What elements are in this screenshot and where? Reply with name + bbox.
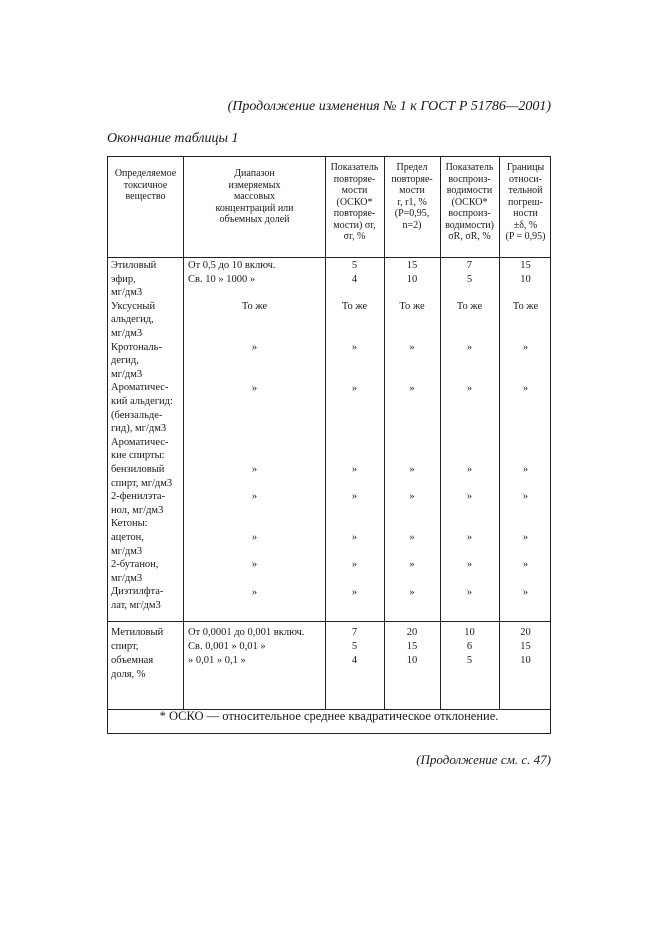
value-cell: »	[466, 383, 473, 394]
substance-line: гид), мг/дм3	[111, 423, 167, 435]
value-cell: »	[466, 587, 473, 598]
substance-line: ацетон,	[111, 532, 144, 543]
table-caption: Окончание таблицы 1	[107, 131, 239, 146]
value-cell: 10	[406, 655, 418, 666]
column-header-line: ±δ, %	[513, 219, 538, 231]
value-cell: 10	[406, 274, 418, 285]
range-cell: »	[251, 559, 258, 570]
value-cell: То же	[512, 301, 539, 312]
value-cell: »	[522, 464, 529, 475]
range-cell: »	[251, 532, 258, 543]
range-cell: »	[251, 587, 258, 598]
substance-line: Диэтилфта-	[111, 586, 164, 598]
column-header-repeatability-indicator	[325, 162, 384, 243]
column-header-line: повторяе-	[333, 173, 376, 185]
substance-line: кий альдегид:	[111, 396, 173, 407]
column-header-line: относи-	[509, 173, 542, 185]
value-cell: 15	[406, 641, 418, 652]
column-header-error-bounds	[499, 162, 552, 243]
value-cell: 15	[520, 641, 531, 652]
value-cell: »	[351, 383, 358, 394]
value-cell: 5	[466, 274, 473, 285]
range-cell: От 0,0001 до 0,001 включ.	[188, 627, 305, 638]
column-header-line: Показатель	[330, 162, 379, 173]
column-header-line: погреш-	[508, 196, 543, 208]
substance-line: Ароматичес-	[111, 382, 169, 394]
substance-line: альдегид,	[111, 314, 154, 326]
substance-line: (бензальде-	[111, 409, 163, 421]
column-header-line: σR, σR, %	[448, 231, 491, 242]
value-cell: 7	[351, 627, 358, 638]
value-cell: »	[351, 464, 358, 475]
substance-line: лат, мг/дм3	[111, 600, 161, 611]
substance-line: мг/дм3	[111, 368, 143, 380]
value-cell: 15	[520, 260, 531, 271]
range-cell: »	[251, 491, 258, 502]
value-cell: 4	[351, 274, 358, 285]
substance-line: мг/дм3	[111, 545, 143, 557]
column-header-line: r, r1, %	[397, 196, 427, 208]
substance-line: бензиловый	[111, 464, 165, 475]
value-cell: 10	[520, 655, 531, 666]
value-cell: »	[409, 342, 415, 353]
range-cell: Св. 0,001 » 0,01 »	[188, 641, 266, 652]
footnote: * ОСКО — относительное среднее квадратическое отклонение.	[159, 709, 499, 723]
substance-line: мг/дм3	[111, 572, 143, 584]
value-cell: То же	[341, 301, 368, 312]
column-header-line: (ОСКО*	[451, 196, 488, 208]
column-header-line: (P = 0,95)	[505, 231, 546, 242]
column-header-line: тельной	[508, 185, 543, 196]
column-header-line: вещество	[125, 191, 166, 202]
column-header-line: повторяе-	[391, 173, 433, 185]
section-divider	[108, 621, 550, 622]
value-cell: »	[409, 587, 415, 598]
substance-line: Кротональ-	[111, 341, 162, 353]
value-cell: То же	[456, 301, 483, 312]
column-header-repeatability-limit	[384, 162, 440, 231]
substance-line: 2-фенилэта-	[111, 491, 166, 503]
continuation-header: (Продолжение изменения № 1 к ГОСТ Р 51786—2001)	[227, 99, 551, 114]
value-cell: »	[351, 342, 358, 353]
value-cell: »	[351, 491, 358, 502]
value-cell: »	[522, 587, 529, 598]
substance-line: кие спирты:	[111, 450, 165, 462]
column-header-line: Показатель	[445, 162, 494, 173]
value-cell: »	[522, 383, 529, 394]
value-cell: »	[522, 342, 529, 353]
value-cell: »	[466, 464, 473, 475]
substance-line: спирт, мг/дм3	[111, 477, 173, 489]
column-header-line: σr, %	[343, 231, 366, 242]
value-cell: 15	[406, 260, 418, 271]
substance-line: спирт,	[111, 641, 139, 652]
column-header-range	[184, 168, 325, 226]
substance-line: нол, мг/дм3	[111, 504, 164, 516]
value-cell: 5	[351, 641, 358, 652]
column-header-line: ности	[513, 208, 538, 219]
value-cell: »	[409, 532, 415, 543]
value-cell: »	[522, 532, 529, 543]
substance-line: Кетоны:	[111, 518, 148, 530]
column-header-line: Определяемое	[114, 168, 177, 179]
substance-line: Метиловый	[111, 627, 164, 638]
value-cell: 4	[351, 655, 358, 666]
value-cell: »	[409, 491, 415, 502]
substance-line: Уксусный	[111, 300, 156, 312]
range-cell: От 0,5 до 10 включ.	[188, 260, 276, 271]
column-header-line: объемных долей	[219, 214, 290, 225]
substance-line: Этиловый	[111, 260, 157, 271]
value-cell: »	[466, 342, 473, 353]
value-cell: »	[351, 587, 358, 598]
value-cell: »	[522, 559, 529, 570]
value-cell: »	[466, 491, 473, 502]
column-header-line: мости	[399, 185, 425, 196]
column-header-line: водимости	[446, 185, 493, 196]
column-header-reproducibility-indicator	[440, 162, 499, 243]
column-header-line: массовых	[233, 191, 275, 202]
range-cell: »	[251, 383, 258, 394]
column-header-line: измеряемых	[228, 179, 281, 191]
column-header-line: водимости)	[445, 219, 494, 231]
substance-line: дегид,	[111, 355, 139, 367]
column-header-line: (ОСКО*	[336, 196, 373, 208]
column-header-line: воспроиз-	[448, 208, 491, 219]
value-cell: »	[409, 464, 415, 475]
substance-line: мг/дм3	[111, 328, 143, 339]
continuation-footer: (Продолжение см. с. 47)	[416, 752, 551, 767]
value-cell: 7	[466, 260, 473, 271]
substance-line: объемная	[111, 655, 154, 666]
substance-line: Ароматичес-	[111, 436, 169, 448]
range-cell: » 0,01 » 0,1 »	[188, 655, 246, 666]
value-cell: 20	[520, 627, 531, 638]
value-cell: »	[351, 532, 358, 543]
range-cell: То же	[241, 301, 268, 312]
range-cell: »	[251, 342, 258, 353]
column-header-line: мости) σr,	[333, 219, 376, 231]
data-table	[107, 156, 551, 734]
value-cell: »	[409, 383, 415, 394]
column-header-line: токсичное	[123, 179, 168, 191]
column-header-line: (P=0,95,	[394, 208, 430, 219]
value-cell: 10	[520, 274, 531, 285]
column-divider	[183, 157, 184, 709]
header-divider	[108, 257, 550, 258]
substance-line: мг/дм3	[111, 287, 143, 299]
column-header-line: Предел	[396, 162, 428, 173]
substance-line: доля, %	[111, 669, 146, 680]
column-header-line: концентраций или	[215, 202, 294, 214]
value-cell: »	[409, 559, 415, 570]
value-cell: »	[466, 532, 473, 543]
value-cell: То же	[399, 301, 425, 312]
substance-line: эфир,	[111, 273, 136, 285]
value-cell: 5	[466, 655, 473, 666]
column-header-line: n=2)	[402, 219, 422, 231]
value-cell: 20	[406, 627, 418, 638]
column-header-line: мости	[341, 185, 368, 196]
column-header-line: воспроиз-	[448, 173, 491, 185]
value-cell: 6	[466, 641, 473, 652]
range-cell: Св. 10 » 1000 »	[188, 274, 256, 285]
value-cell: »	[522, 491, 529, 502]
value-cell: »	[466, 559, 473, 570]
column-header-substance	[108, 168, 183, 203]
substance-line: 2-бутанон,	[111, 559, 159, 571]
value-cell: 10	[464, 627, 475, 638]
column-header-line: Диапазон	[234, 168, 275, 179]
column-header-line: Границы	[506, 162, 545, 173]
value-cell: 5	[351, 260, 358, 271]
column-header-line: повторяе-	[333, 208, 376, 219]
range-cell: »	[251, 464, 258, 475]
value-cell: »	[351, 559, 358, 570]
